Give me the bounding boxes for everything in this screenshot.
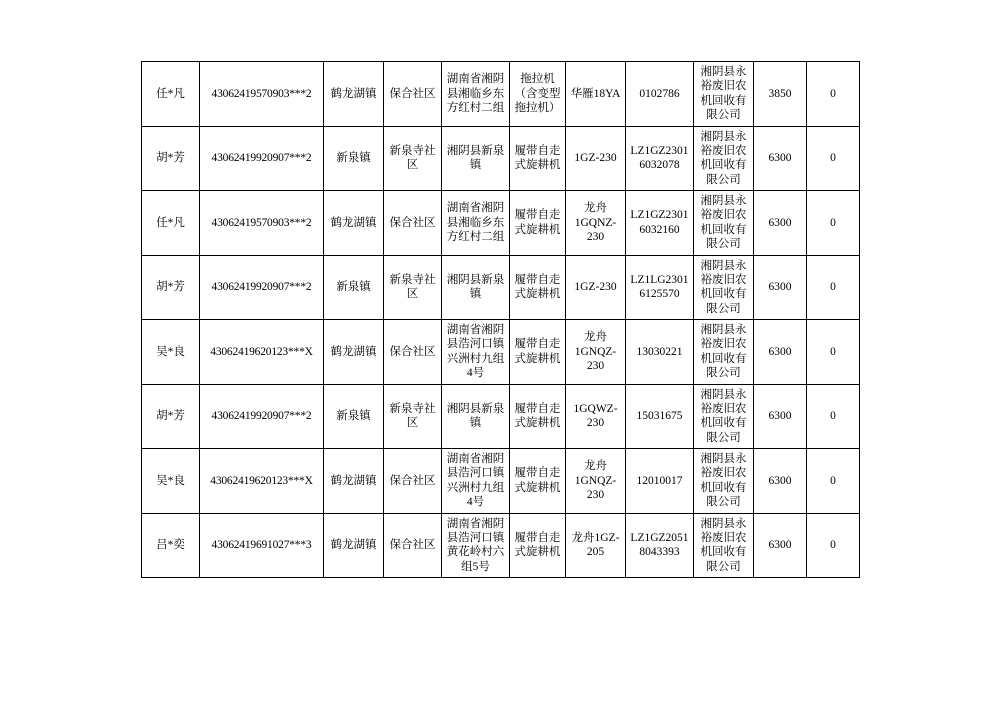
cell-serial: LZ1GZ23016032160 — [626, 191, 694, 256]
cell-id: 43062419620123***X — [200, 449, 324, 514]
cell-machine-type: 履带自走式旋耕机 — [510, 384, 566, 449]
cell-amount: 6300 — [754, 320, 807, 385]
cell-company: 湘阴县永裕废旧农机回收有限公司 — [694, 126, 754, 191]
table-row — [142, 513, 860, 578]
cell-amount: 6300 — [754, 384, 807, 449]
cell-address: 湘阴县新泉镇 — [442, 384, 510, 449]
cell-village: 新泉寺社区 — [384, 126, 442, 191]
cell-machine-type: 履带自走式旋耕机 — [510, 126, 566, 191]
cell-town: 新泉镇 — [324, 126, 384, 191]
cell-village: 新泉寺社区 — [384, 384, 442, 449]
cell-machine-type: 履带自走式旋耕机 — [510, 191, 566, 256]
cell-name: 任*凡 — [142, 62, 200, 127]
cell-village: 保合社区 — [384, 191, 442, 256]
cell-id: 43062419920907***2 — [200, 255, 324, 320]
cell-address: 湖南省湘阴县浩河口镇兴洲村九组4号 — [442, 449, 510, 514]
cell-id: 43062419920907***2 — [200, 384, 324, 449]
table-row — [142, 62, 860, 127]
cell-amount: 3850 — [754, 62, 807, 127]
cell-machine-type: 拖拉机（含变型拖拉机） — [510, 62, 566, 127]
cell-town: 新泉镇 — [324, 255, 384, 320]
cell-serial: LZ1GZ20518043393 — [626, 513, 694, 578]
cell-village: 保合社区 — [384, 320, 442, 385]
cell-other: 0 — [807, 384, 860, 449]
cell-model: 华雁18YA — [566, 62, 626, 127]
cell-serial: 13030221 — [626, 320, 694, 385]
cell-machine-type: 履带自走式旋耕机 — [510, 449, 566, 514]
cell-other: 0 — [807, 255, 860, 320]
cell-company: 湘阴县永裕废旧农机回收有限公司 — [694, 449, 754, 514]
cell-serial: 0102786 — [626, 62, 694, 127]
cell-machine-type: 履带自走式旋耕机 — [510, 513, 566, 578]
cell-serial: 12010017 — [626, 449, 694, 514]
cell-model: 龙舟1GNQZ-230 — [566, 320, 626, 385]
cell-village: 保合社区 — [384, 513, 442, 578]
cell-address: 湖南省湘阴县湘临乡东方红村二组 — [442, 62, 510, 127]
cell-serial: 15031675 — [626, 384, 694, 449]
cell-id: 43062419620123***X — [200, 320, 324, 385]
cell-company: 湘阴县永裕废旧农机回收有限公司 — [694, 191, 754, 256]
cell-other: 0 — [807, 191, 860, 256]
cell-name: 胡*芳 — [142, 255, 200, 320]
table-row — [142, 320, 860, 385]
cell-company: 湘阴县永裕废旧农机回收有限公司 — [694, 384, 754, 449]
cell-other: 0 — [807, 513, 860, 578]
cell-model: 1GZ-230 — [566, 255, 626, 320]
cell-town: 鹤龙湖镇 — [324, 449, 384, 514]
cell-address: 湖南省湘阴县湘临乡东方红村二组 — [442, 191, 510, 256]
cell-company: 湘阴县永裕废旧农机回收有限公司 — [694, 513, 754, 578]
cell-serial: LZ1LG23016125570 — [626, 255, 694, 320]
cell-other: 0 — [807, 62, 860, 127]
cell-company: 湘阴县永裕废旧农机回收有限公司 — [694, 255, 754, 320]
cell-name: 胡*芳 — [142, 384, 200, 449]
cell-amount: 6300 — [754, 126, 807, 191]
table-row — [142, 449, 860, 514]
table-row — [142, 255, 860, 320]
cell-name: 胡*芳 — [142, 126, 200, 191]
cell-town: 鹤龙湖镇 — [324, 191, 384, 256]
cell-name: 吴*良 — [142, 320, 200, 385]
cell-name: 吕*奕 — [142, 513, 200, 578]
table-row — [142, 191, 860, 256]
cell-town: 鹤龙湖镇 — [324, 62, 384, 127]
cell-id: 43062419920907***2 — [200, 126, 324, 191]
cell-address: 湘阴县新泉镇 — [442, 255, 510, 320]
cell-name: 任*凡 — [142, 191, 200, 256]
cell-address: 湘阴县新泉镇 — [442, 126, 510, 191]
cell-id: 43062419691027***3 — [200, 513, 324, 578]
cell-model: 龙舟1GZ-205 — [566, 513, 626, 578]
cell-address: 湖南省湘阴县浩河口镇兴洲村九组4号 — [442, 320, 510, 385]
cell-amount: 6300 — [754, 449, 807, 514]
cell-amount: 6300 — [754, 191, 807, 256]
cell-name: 吴*良 — [142, 449, 200, 514]
table-container — [141, 61, 859, 578]
cell-machine-type: 履带自走式旋耕机 — [510, 255, 566, 320]
cell-town: 新泉镇 — [324, 384, 384, 449]
cell-address: 湖南省湘阴县浩河口镇黄花岭村六组5号 — [442, 513, 510, 578]
cell-serial: LZ1GZ23016032078 — [626, 126, 694, 191]
cell-village: 保合社区 — [384, 449, 442, 514]
cell-town: 鹤龙湖镇 — [324, 513, 384, 578]
subsidy-table — [141, 61, 860, 578]
cell-id: 43062419570903***2 — [200, 191, 324, 256]
cell-model: 1GQWZ-230 — [566, 384, 626, 449]
cell-other: 0 — [807, 449, 860, 514]
table-row — [142, 384, 860, 449]
cell-other: 0 — [807, 320, 860, 385]
cell-machine-type: 履带自走式旋耕机 — [510, 320, 566, 385]
cell-model: 龙舟1GQNZ-230 — [566, 191, 626, 256]
cell-amount: 6300 — [754, 255, 807, 320]
cell-company: 湘阴县永裕废旧农机回收有限公司 — [694, 320, 754, 385]
cell-amount: 6300 — [754, 513, 807, 578]
cell-model: 龙舟1GNQZ-230 — [566, 449, 626, 514]
cell-village: 保合社区 — [384, 62, 442, 127]
cell-id: 43062419570903***2 — [200, 62, 324, 127]
cell-other: 0 — [807, 126, 860, 191]
table-row — [142, 126, 860, 191]
cell-town: 鹤龙湖镇 — [324, 320, 384, 385]
cell-model: 1GZ-230 — [566, 126, 626, 191]
cell-village: 新泉寺社区 — [384, 255, 442, 320]
cell-company: 湘阴县永裕废旧农机回收有限公司 — [694, 62, 754, 127]
